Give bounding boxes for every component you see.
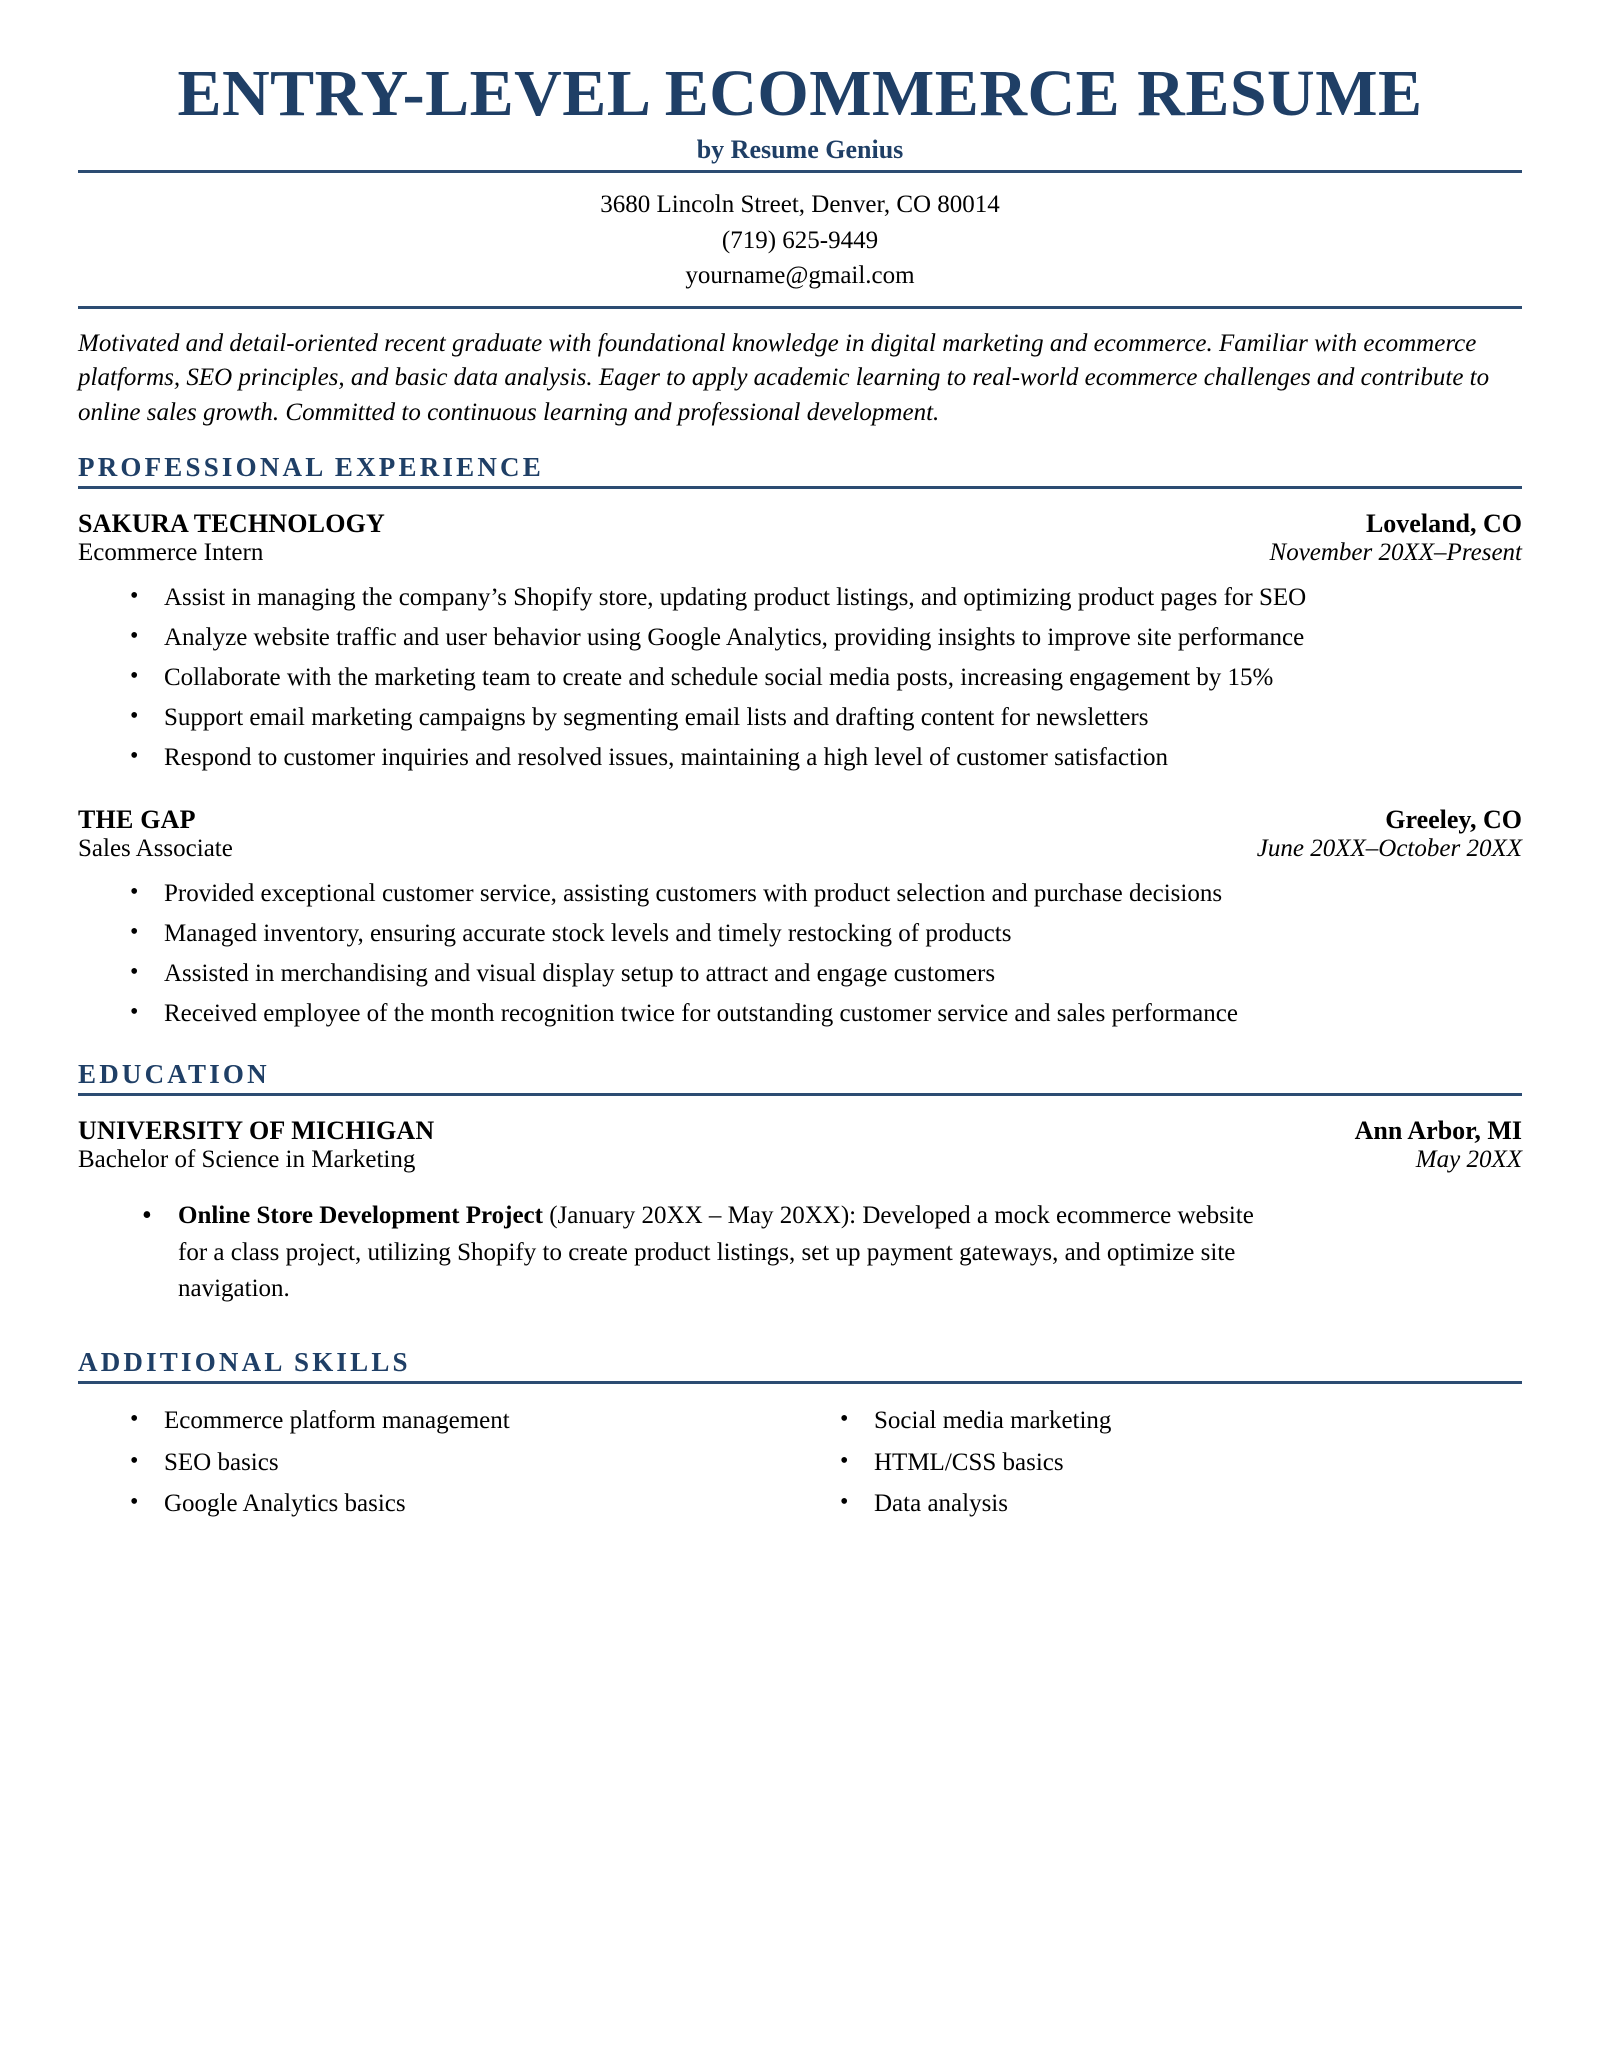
section-rule-experience — [78, 486, 1522, 489]
job-dates: June 20XX–October 20XX — [1256, 835, 1522, 863]
list-item: • Assisted in merchandising and visual display setup to attract and engage customers — [78, 957, 1522, 991]
experience-entry-subheader — [78, 539, 1522, 567]
experience-entry-header — [78, 509, 1522, 539]
degree-name: Bachelor of Science in Marketing — [78, 1146, 416, 1174]
project-name: Online Store Development Project — [178, 1202, 543, 1230]
job-responsibility-list — [78, 877, 1522, 1031]
contact-address: 3680 Lincoln Street, Denver, CO 80014 — [600, 191, 1000, 219]
byline: by Resume Genius — [696, 135, 904, 165]
employer-location: Loveland, CO — [1365, 509, 1522, 539]
education-entry-header — [78, 1116, 1522, 1146]
list-item: • Social media marketing — [800, 1404, 1522, 1439]
section-rule-skills — [78, 1381, 1522, 1384]
professional-summary: Motivated and detail-oriented recent graduate with foundational knowledge in digital marketing and ecommerce. Familiar with ecommerce platforms, SEO principles, and basic data analysis. Eager to apply academic learning to real-world ecommerce challenges and contribute to online sales growth. Committed to continuous learning and professional development. — [78, 329, 1490, 426]
list-item: • HTML/CSS basics — [800, 1446, 1522, 1481]
job-title: Sales Associate — [78, 835, 233, 863]
section-heading-education: EDUCATION — [78, 1059, 270, 1090]
skill-list-right — [800, 1404, 1522, 1522]
section-heading-experience: PROFESSIONAL EXPERIENCE — [78, 452, 544, 483]
page-title: ENTRY-LEVEL ECOMMERCE RESUME — [177, 57, 1423, 130]
employer-name: SAKURA TECHNOLOGY — [78, 509, 386, 539]
list-item: • Provided exceptional customer service, assisting customers with product selection and purchase decisions — [78, 877, 1522, 911]
list-item: • Ecommerce platform management — [78, 1404, 800, 1439]
contact-email: yourname@gmail.com — [685, 262, 915, 290]
list-item: • Support email marketing campaigns by segmenting email lists and drafting content for newsletters — [78, 701, 1522, 735]
education-entry-subheader — [78, 1146, 1522, 1174]
list-item: • Data analysis — [800, 1487, 1522, 1522]
skills-column-right — [800, 1404, 1522, 1529]
list-item: • SEO basics — [78, 1446, 800, 1481]
job-dates: November 20XX–Present — [1269, 539, 1522, 567]
experience-entry-header — [78, 805, 1522, 835]
school-location: Ann Arbor, MI — [1354, 1116, 1522, 1146]
graduation-date: May 20XX — [1415, 1146, 1522, 1174]
skill-list-left — [78, 1404, 800, 1522]
education-project-list — [78, 1198, 1522, 1307]
list-item: • Google Analytics basics — [78, 1487, 800, 1522]
experience-entry — [78, 805, 1522, 1031]
resume-header — [78, 57, 1522, 309]
job-title: Ecommerce Intern — [78, 539, 264, 567]
section-professional-experience — [78, 452, 1522, 1031]
list-item: • Analyze website traffic and user behavior using Google Analytics, providing insights to improve site performance — [78, 621, 1522, 655]
job-responsibility-list — [78, 581, 1522, 775]
employer-name: THE GAP — [78, 805, 196, 835]
list-item — [78, 1198, 1278, 1307]
list-item: • Received employee of the month recognition twice for outstanding customer service and sales performance — [78, 997, 1522, 1031]
section-heading-skills: ADDITIONAL SKILLS — [78, 1347, 411, 1378]
list-item: • Managed inventory, ensuring accurate stock levels and timely restocking of products — [78, 917, 1522, 951]
section-education — [78, 1059, 1522, 1307]
section-rule-education — [78, 1093, 1522, 1096]
list-item: • Respond to customer inquiries and resolved issues, maintaining a high level of customer satisfaction — [78, 741, 1522, 775]
education-entry — [78, 1116, 1522, 1307]
employer-location: Greeley, CO — [1385, 805, 1522, 835]
project-description: (January 20XX – May 20XX): Developed a mock ecommerce website for a class project, utilizing Shopify to create product listings, set up payment gateways, and optimize site navigation. — [178, 1202, 1254, 1302]
list-item: • Assist in managing the company’s Shopify store, updating product listings, and optimizing product pages for SEO — [78, 581, 1522, 615]
contact-phone: (719) 625-9449 — [721, 226, 879, 254]
contact-block — [78, 173, 1522, 306]
experience-entry — [78, 509, 1522, 775]
skills-grid — [78, 1404, 1522, 1529]
experience-entry-subheader — [78, 835, 1522, 863]
school-name: UNIVERSITY OF MICHIGAN — [78, 1116, 435, 1146]
list-item: • Collaborate with the marketing team to create and schedule social media posts, increasing engagement by 15% — [78, 661, 1522, 695]
section-additional-skills — [78, 1347, 1522, 1529]
skills-column-left — [78, 1404, 800, 1529]
